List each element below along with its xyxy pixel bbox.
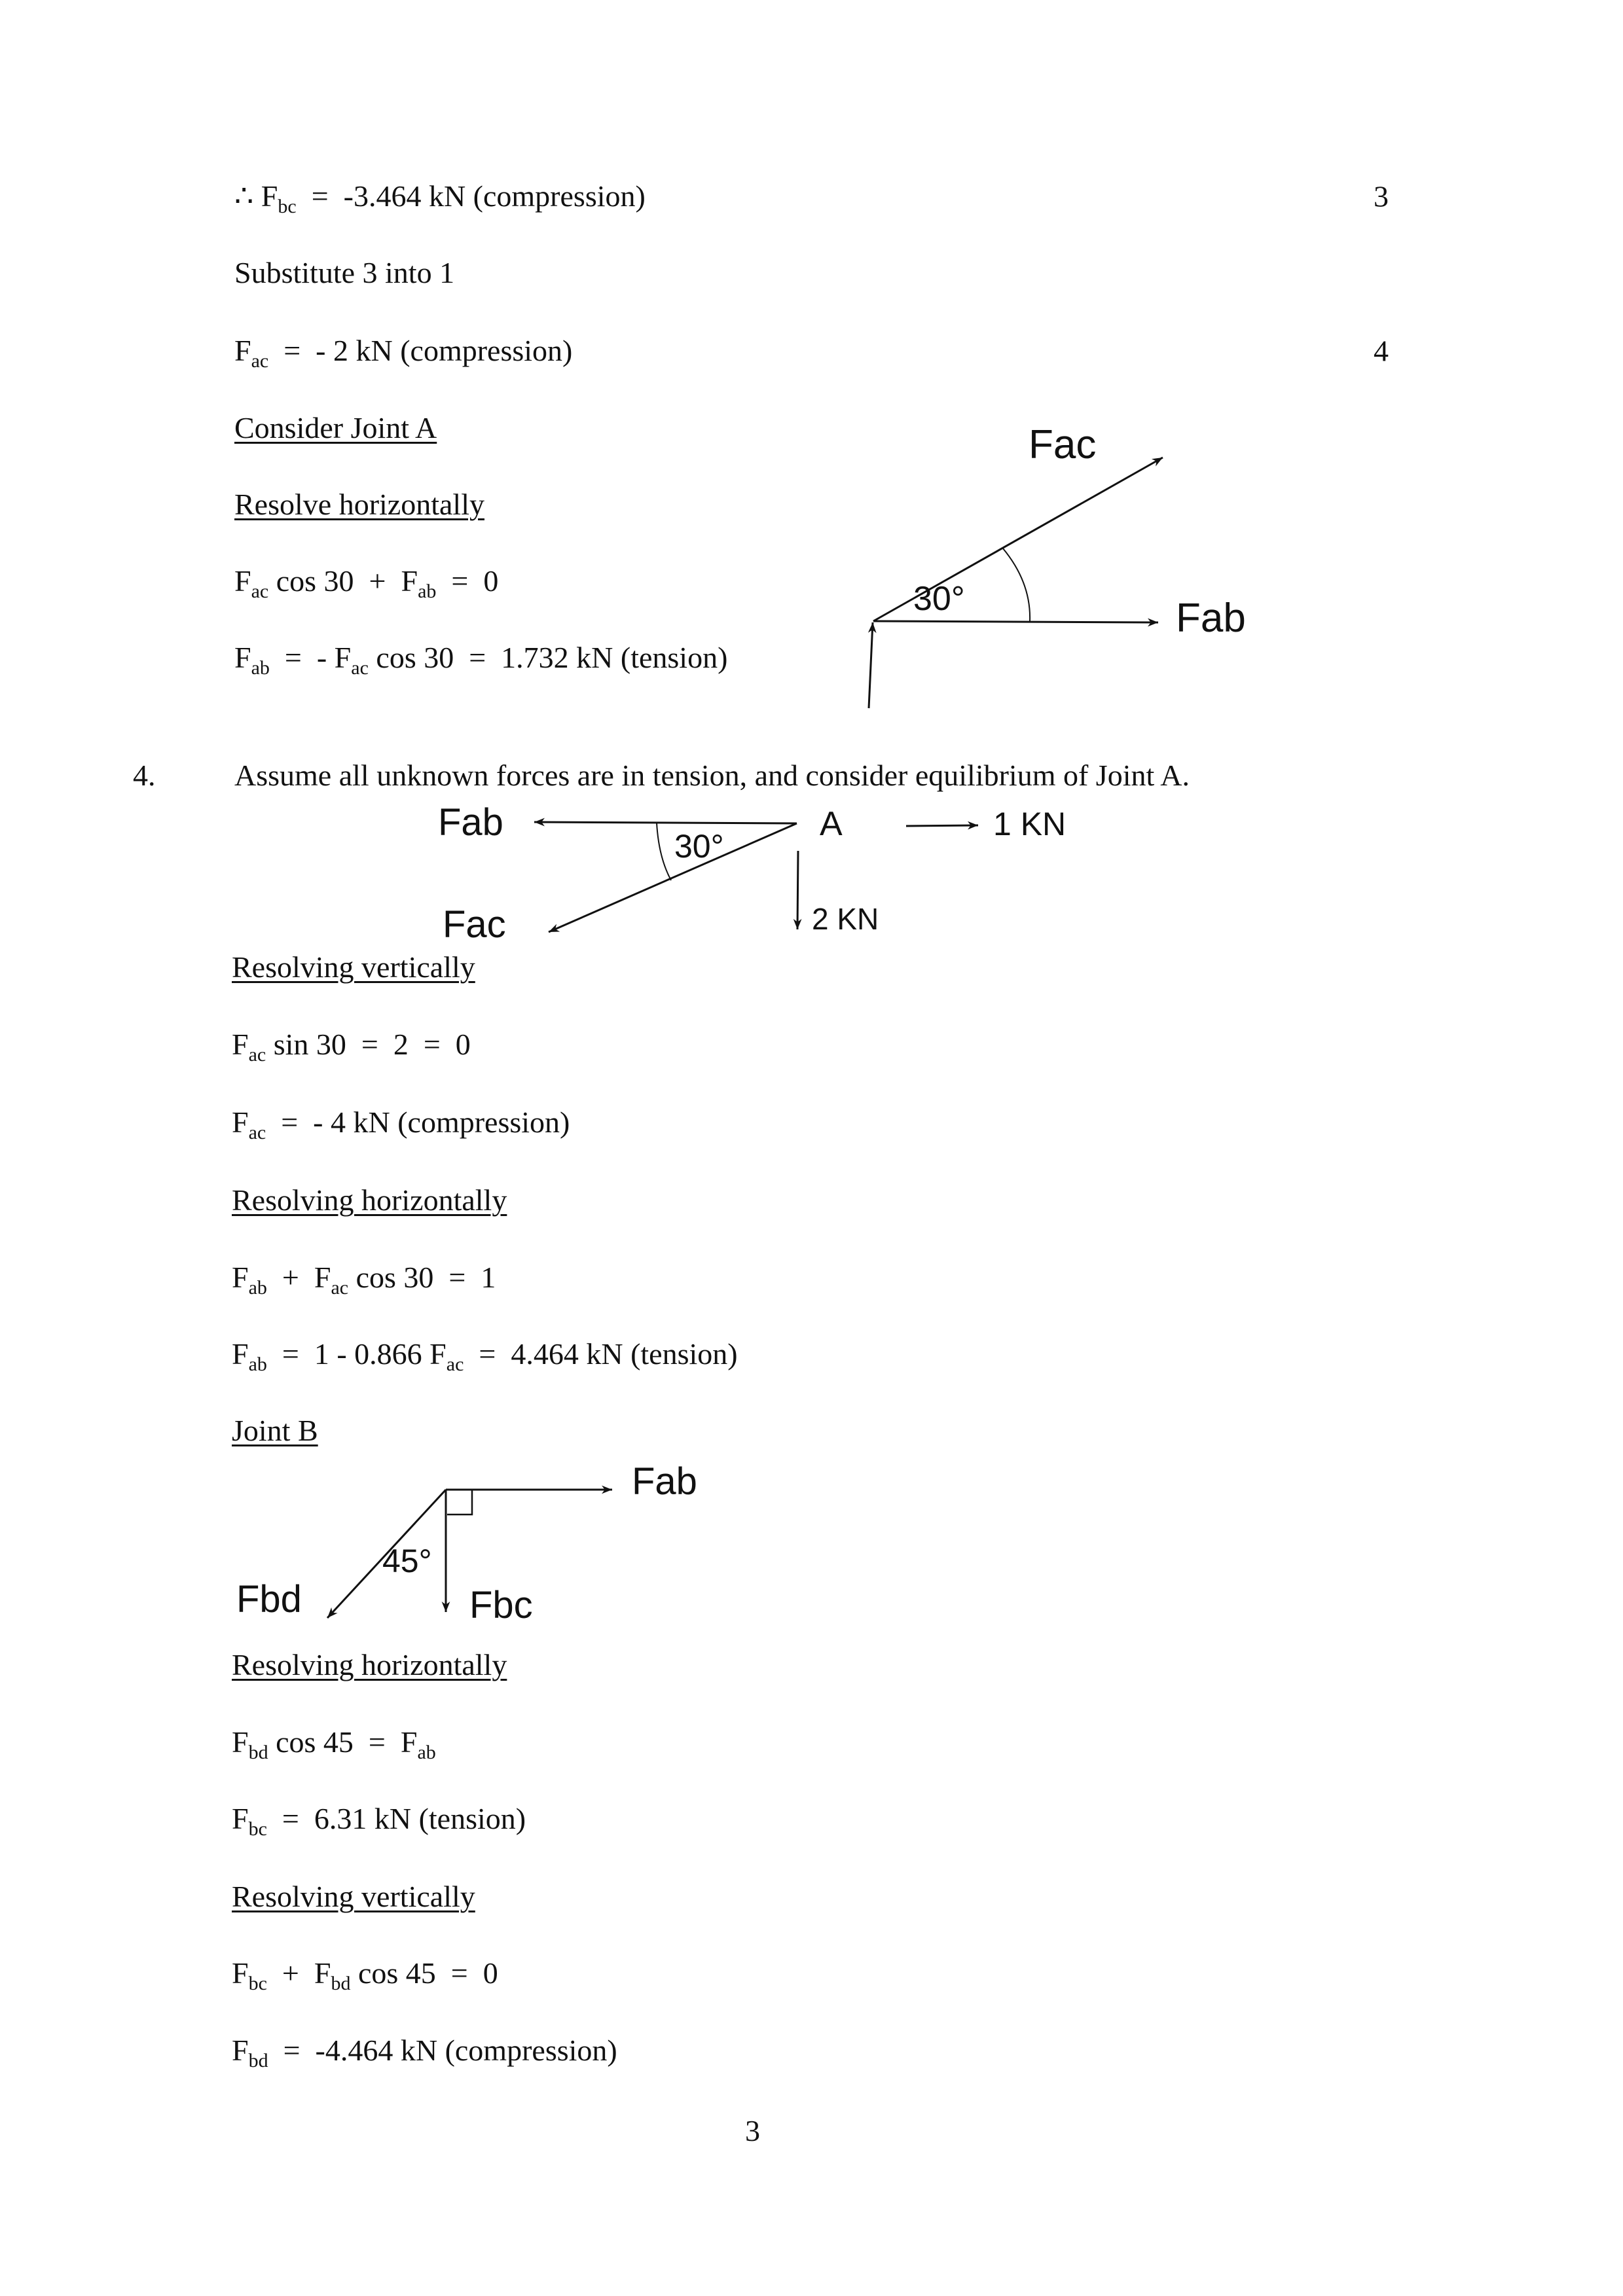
subscript: ac	[251, 581, 269, 602]
equation-line: $F_{bd} = -4.464$ kN (compression)	[232, 2034, 617, 2072]
fab-arrow	[534, 822, 797, 823]
section-heading: Resolving horizontally	[232, 1183, 507, 1217]
subscript: ab	[418, 581, 437, 602]
equation-line: $F_{ac}$ sin 30 = 2 = 0	[232, 1028, 471, 1066]
equation-line: ∴ $F_{bc} = -3.464$ kN (compression)	[234, 179, 646, 217]
joint-a-loaded-diagram	[534, 822, 978, 932]
subscript: ac	[351, 657, 369, 679]
angle-label: 45°	[382, 1543, 432, 1579]
fab-label: Fab	[632, 1460, 697, 1503]
fab-arrow	[873, 621, 1158, 622]
page-number: 3	[745, 2114, 760, 2147]
section-heading: Resolving horizontally	[232, 1648, 507, 1681]
fac-arrow	[549, 823, 797, 932]
subscript: ac	[248, 1122, 266, 1143]
equation-line: $F_{ac}$ $\cos 30 + F_{ab} = 0$	[234, 564, 499, 602]
subscript: ab	[417, 1742, 436, 1763]
subscript: bd	[331, 1973, 351, 1994]
subscript: bd	[248, 2050, 268, 2072]
section-heading: Joint B	[232, 1414, 318, 1447]
subscript: ac	[331, 1277, 349, 1299]
subscript: bd	[248, 1742, 268, 1763]
equation-line: Substitute 3 into 1	[234, 256, 455, 289]
fbc-label: Fbc	[469, 1584, 533, 1626]
subscript: bc	[248, 1973, 267, 1994]
subscript: ab	[251, 657, 270, 679]
subscript: ab	[248, 1354, 267, 1375]
subscript: bc	[248, 1818, 267, 1840]
subscript: bc	[278, 196, 297, 217]
fbd-label: Fbd	[236, 1578, 302, 1621]
subscript: ac	[251, 350, 269, 372]
equation-line: $F_{ab}$ = - $F_{ac}$ cos 30 = 1.732 kN (tension)	[234, 641, 728, 679]
fab-label: Fab	[1176, 596, 1246, 641]
section-heading: Resolve horizontally	[234, 488, 484, 521]
horizontal-load-arrow	[906, 825, 978, 826]
joint-label: A	[820, 805, 843, 843]
vertical-load-arrow	[797, 851, 798, 929]
equation-line: $F_{ac}$ = - 4 kN (compression)	[232, 1105, 570, 1143]
horizontal-load-label: 1 KN	[993, 806, 1067, 842]
equation-line: Assume all unknown forces are in tension, and consider equilibrium of Joint A.	[234, 759, 1190, 792]
equation-line: $F_{bd}$ $\cos 45 = F_{ab}$	[232, 1725, 436, 1763]
equation-line: $F_{bc} + F_{bd}$ cos 45 = 0	[232, 1956, 498, 1994]
equation-number: 4	[1374, 334, 1389, 368]
equation-number: 3	[1374, 179, 1389, 213]
equation-line: $F_{ab} = 1 - 0.866$ $F_{ac} = 4.464$ kN (tension)	[232, 1337, 738, 1375]
equation-line: $F_{ab} + F_{ac}$ cos 30 = 1	[232, 1261, 496, 1299]
right-angle-mark	[447, 1490, 472, 1515]
reaction-arrow	[869, 622, 873, 708]
section-heading: Consider Joint A	[234, 411, 437, 444]
angle-label: 30°	[913, 580, 965, 618]
equation-line: $F_{ac}$ = - 2 kN (compression)	[234, 334, 573, 372]
section-heading: Resolving vertically	[232, 1880, 475, 1913]
fac-label: Fac	[1029, 422, 1097, 467]
fab-label: Fab	[438, 801, 503, 844]
question-number: 4.	[133, 759, 156, 792]
angle-arc	[657, 823, 671, 880]
angle-label: 30°	[674, 828, 724, 865]
vertical-load-label: 2 KN	[812, 902, 879, 936]
subscript: ac	[248, 1044, 266, 1066]
subscript: ab	[248, 1277, 267, 1299]
subscript: ac	[446, 1354, 464, 1375]
fac-label: Fac	[443, 903, 506, 946]
section-heading: Resolving vertically	[232, 950, 475, 984]
angle-arc	[1003, 548, 1030, 621]
equation-line: $F_{bc} = 6.31$ kN (tension)	[232, 1802, 526, 1840]
